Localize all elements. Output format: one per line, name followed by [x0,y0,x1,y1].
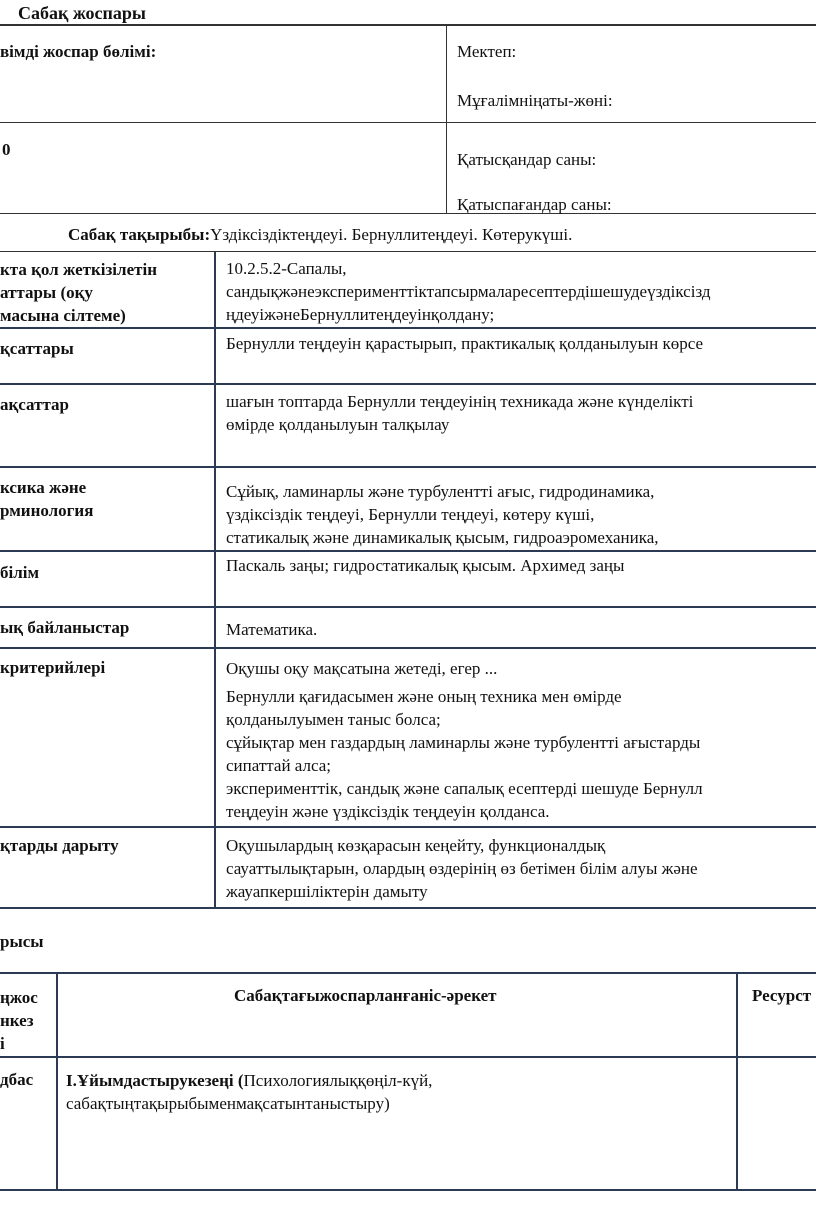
rule [0,606,816,608]
terminology-label: ксика және рминология [0,478,94,520]
values-label: қтарды дарыту [0,836,119,855]
rule [0,327,816,329]
stage-cell: дбас [0,1070,34,1089]
absent-count-label: Қатыспағандар саны: [457,195,612,214]
rule [0,972,816,974]
criteria-label: критерийлері [0,658,106,677]
column-divider [56,973,58,1190]
rule [0,1056,816,1058]
present-count-label: Қатысқандар саны: [457,150,597,169]
rule [0,383,816,385]
criteria-value: Бернулли қағидасымен және оның техника мен өмірде қолданылуымен таныс болса; сұйықтар мен газдардың ламинарлы және турбулентті ағыстарды сипаттай алса; эксперименттік, сандық және сапалық есептерді шешуде Бернулл теңдеуін және үздіксіздік теңдеуін қолданса. [226,687,703,821]
rule [0,647,816,649]
activity-cell: І.Ұйымдастырукезеңі (Психологиялыққөңіл-күй, сабақтыңтақырыбыменмақсатынтаныстыру) [66,1071,433,1113]
goals-value: шағын топтарда Бернулли теңдеуінің техникада және күнделікті өмірде қолданылуын талқылау [226,392,694,434]
rule [0,826,816,828]
rule [0,24,816,26]
column-divider [214,252,216,908]
stage-column-header: ңжос нкез і [0,988,38,1053]
objectives-label: кта қол жеткізілетін аттары (оқу масына сілтеме) [0,260,157,325]
rule [0,1189,816,1191]
rule [0,122,816,123]
objectives-value: 10.2.5.2-Сапалы, сандықжәнеэксперименттіктапсырмаларесептердішешудеүздіксізд ңдеуіжәнеБернуллитеңдеуінқолдану; [226,259,711,324]
rule [0,213,816,214]
lesson-progress-heading: рысы [0,932,44,951]
document-title: Сабақ жоспары [18,3,146,23]
activity-column-header: Сабақтағыжоспарланғаніс-әрекет [234,986,497,1005]
lesson-goals-value: Бернулли теңдеуін қарастырып, практикалық қолданылуын көрсе [226,334,704,353]
cross-curricular-value: Математика. [226,620,318,639]
prior-knowledge-label: білім [0,563,40,582]
school-label: Мектеп: [457,42,517,61]
rule [0,907,816,909]
rule [446,25,447,213]
rule [0,550,816,552]
rule [0,466,816,468]
teacher-label: Мұғалімніңаты-жөні: [457,91,613,110]
cross-curricular-label: ық байланыстар [0,618,130,637]
terminology-value: Сұйық, ламинарлы және турбулентті ағыс, гидродинамика, үздіксіздік теңдеуі, Бернулли теңдеуі, көтеру күші, статикалық және динамикалық қысым, гидроаэромеханика, [226,482,659,547]
grade-label: 0 [2,140,11,159]
values-value: Оқушылардың көзқарасын кеңейту, функционалдық сауаттылықтарын, олардың өздерінің өз бетімен білім алуы және жауапкершіліктерін дамыту [226,836,698,901]
lesson-goals-label: қсаттары [0,339,74,358]
plan-section-label: вімді жоспар бөлімі: [0,42,157,61]
topic-value: Үздіксіздіктеңдеуі. Бернуллитеңдеуі. Көтерукүші. [210,225,573,244]
criteria-intro: Оқушы оқу мақсатына жетеді, егер ... [226,659,498,678]
resources-column-header: Ресурст [752,986,812,1005]
goals-label: ақсаттар [0,395,69,414]
column-divider [736,973,738,1190]
lesson-topic [68,225,572,245]
rule [0,251,816,252]
prior-knowledge-value: Паскаль заңы; гидростатикалық қысым. Архимед заңы [226,556,625,575]
topic-label: Сабақ тақырыбы: [68,225,211,244]
